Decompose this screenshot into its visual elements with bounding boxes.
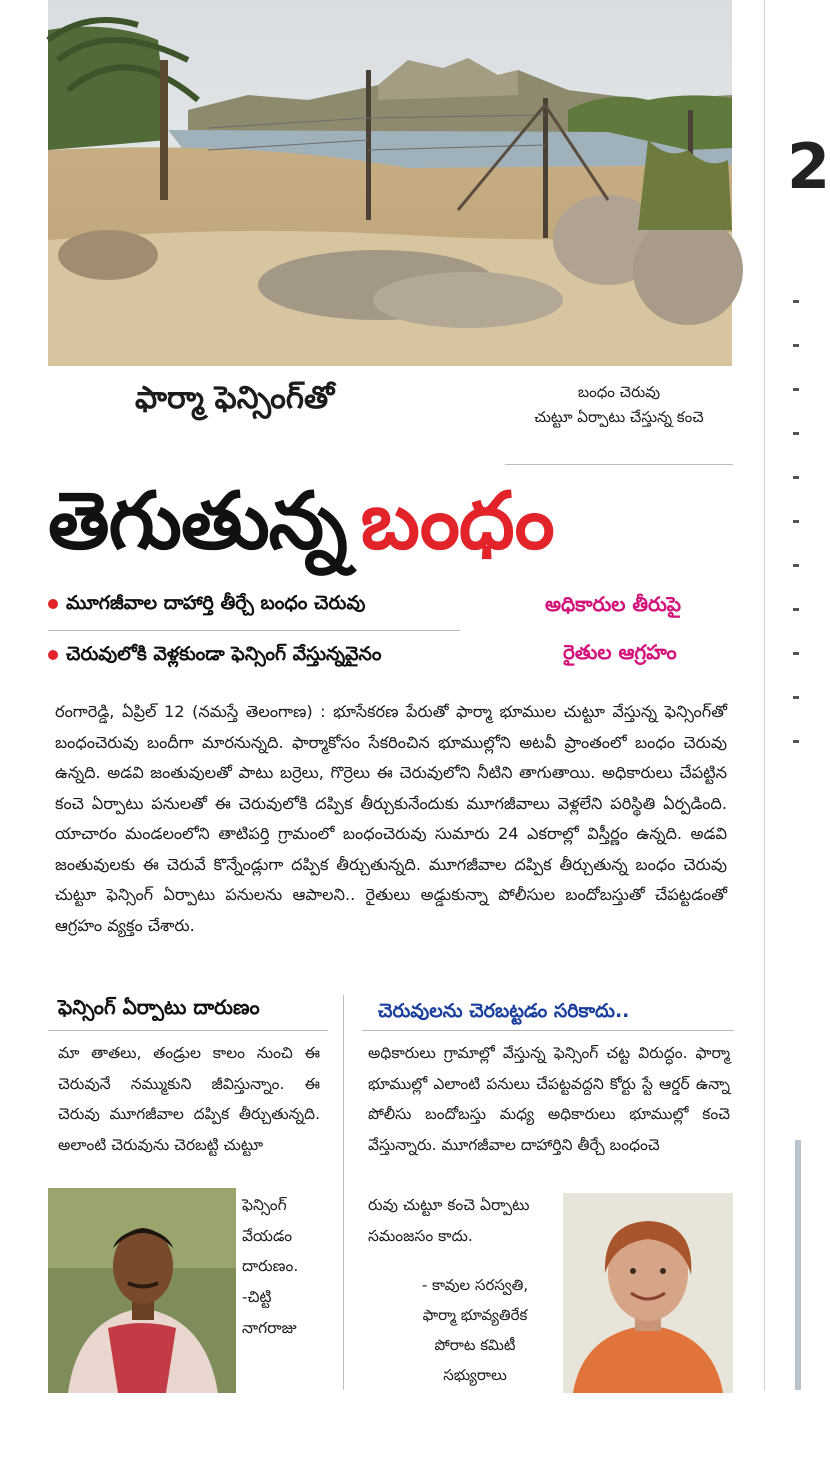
left-box-attribution: -చిట్టి నాగరాజు	[242, 1288, 297, 1337]
bullet-point-1	[48, 592, 365, 619]
lake-fencing-photo	[48, 0, 732, 366]
adjacent-column-edge	[764, 0, 830, 1390]
attribution-line: - కావుల సరస్వతి,	[421, 1276, 529, 1294]
side-highlight-line-1: అధికారుల తీరుపై	[545, 592, 682, 616]
right-box-quote: అధికారులు గ్రామాల్లో వేస్తున్న ఫెన్సింగ్ చట్ట విరుద్ధం. ఫార్మా భూముల్లో ఎలాంటి పనులు చేపట్టవద్దని కోర్టు స్టే ఆర్డర్ ఉన్నా పోలీసు బందోబస్తు మధ్య అధికారులు భూముల్లో కంచె వేస్తున్నారు. మూగజీవాల దాహార్తిని తీర్చే బంధంచె	[368, 1044, 730, 1154]
caption-divider	[505, 464, 733, 465]
attribution-line: ఫార్మా భూవ్యతిరేక	[422, 1306, 528, 1324]
side-highlight-line-2: రైతుల ఆగ్రహం	[563, 640, 677, 664]
right-box-attribution	[390, 1270, 560, 1390]
bullet-text: మూగజీవాల దాహార్తి తీర్చే బంధం చెరువు	[66, 592, 366, 614]
bullet-dot-icon	[48, 599, 58, 609]
left-box-divider	[48, 1030, 328, 1031]
bullet-point-2	[48, 643, 382, 670]
headline-black-part: తెగుతున్న	[48, 475, 347, 567]
right-box-quote-continued: రువు చుట్టూ కంచె ఏర్పాటు సమంజసం కాదు.	[368, 1196, 530, 1245]
headline-red-part: బంధం	[360, 475, 554, 567]
headline-kicker: ఫార్మా ఫెన్సింగ్‌తో	[135, 380, 335, 416]
adjacent-headline-glyph: 2	[787, 130, 830, 203]
left-box-quote-continued: ఫెన్సింగ్ వేయడం దారుణం.	[242, 1196, 299, 1275]
activist-portrait-photo	[563, 1193, 733, 1393]
adjacent-photo-edge	[795, 1140, 801, 1390]
attribution-line: సభ్యురాలు	[443, 1366, 507, 1384]
bullet-text: చెరువులోకి వెళ్లకుండా ఫెన్సింగ్ వేస్తున్నవైనం	[66, 643, 382, 665]
left-box-quote: మా తాతలు, తండ్రుల కాలం నుంచి ఈ చెరువునే నమ్ముకుని జీవిస్తున్నాం. ఈ చెరువు మూగజీవాల దప్పిక తీర్చుతున్నది. అలాంటి చెరువును చెరబట్టి చుట్టూ	[58, 1044, 320, 1154]
column-divider	[343, 995, 344, 1390]
photo-caption-line-1: బంధం చెరువు	[577, 383, 661, 401]
adjacent-text-fragments	[793, 300, 799, 780]
photo-caption	[505, 380, 733, 430]
bullet-dot-icon	[48, 650, 58, 660]
right-box-divider	[362, 1030, 734, 1031]
article-body: రంగారెడ్డి, ఏప్రిల్ 12 (నమస్తే తెలంగాణ) : భూసేకరణ పేరుతో ఫార్మా భూముల చుట్టూ వేస్తున్న ఫెన్సింగ్‌తో బంధంచెరువు బందీగా మారనున్నది. ఫార్మాకోసం సేకరించిన భూముల్లోని అటవీ ప్రాంతంలో బంధం చెరువు ఉన్నది. అడవి జంతువులతో పాటు బర్రెలు, గొర్రెలు ఈ చెరువులోని నీటిని తాగుతాయి. అధికారులు చేపట్టిన కంచె ఏర్పాటు పనులతో ఈ చెరువులోకి దప్పిక తీర్చుకునేందుకు మూగజీవాలు వెళ్లలేని పరిస్థితి ఏర్పడింది. యాచారం మండలంలోని తాటిపర్తి గ్రామంలో బంధంచెరువు సుమారు 24 ఎకరాల్లో విస్తీర్ణం ఉన్నది. అడవి జంతువులకు ఈ చెరువే కొన్నేండ్లుగా దప్పిక తీర్చుతున్నది. మూగజీవాల దప్పిక తీర్చుతున్న బంధం చెరువు చుట్టూ ఫెన్సింగ్ ఏర్పాటు పనులను ఆపాలని.. రైతులు అడ్డుకున్నా పోలీసుల బందోబస్తుతో చేపట్టడంతో ఆగ్రహం వ్యక్తం చేశారు.	[55, 702, 727, 935]
photo-caption-line-2: చుట్టూ ఏర్పాటు చేస్తున్న కంచె	[534, 408, 704, 426]
left-box-heading: ఫెన్సింగ్ ఏర్పాటు దారుణం	[58, 995, 260, 1019]
attribution-line: పోరాట కమిటీ	[434, 1336, 516, 1354]
main-headline	[48, 466, 554, 576]
bullet-divider	[48, 630, 460, 631]
right-box-heading: చెరువులను చెరబట్టడం సరికాదు..	[378, 1000, 630, 1022]
farmer-portrait-photo	[48, 1188, 236, 1393]
